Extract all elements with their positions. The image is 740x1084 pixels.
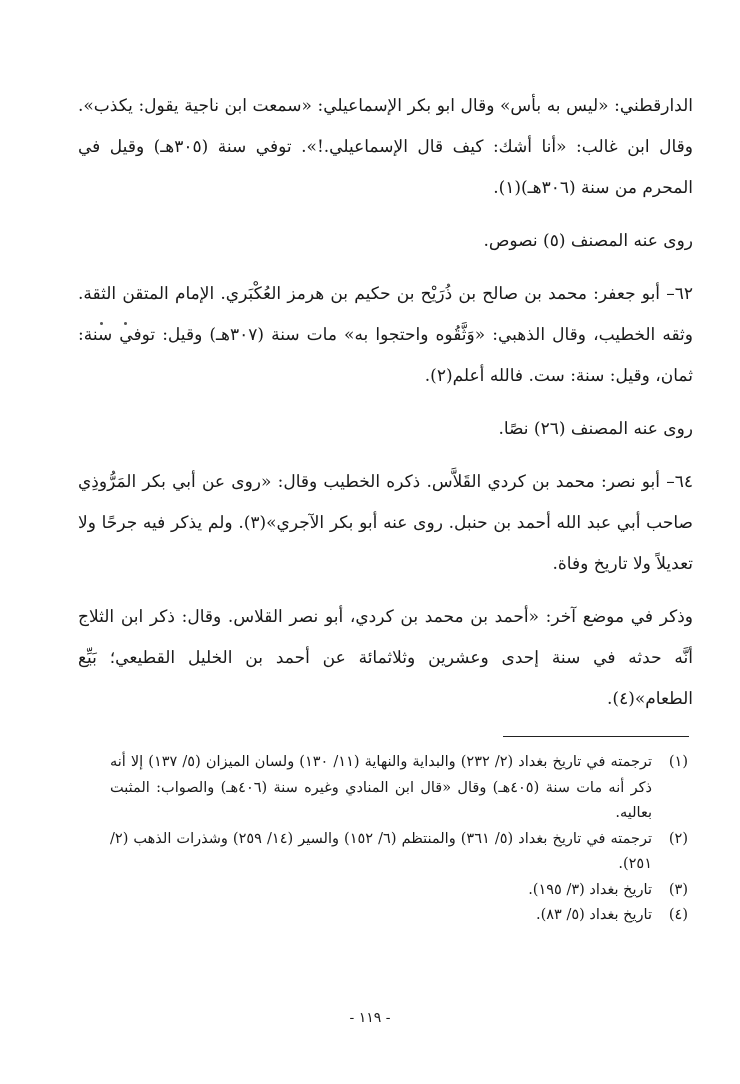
paragraph-narrations-count-2: روى عنه المصنف (٢٦) نصًا. (498, 419, 693, 439)
scan-speck (124, 322, 127, 325)
paragraph-entry-64: ٦٤– أبو نصر: محمد بن كردي القَلاَّس. ذكره الخطيب وقال: «روى عن أبي بكر المَرُّوذِي صاحب أبي عبد الله أحمد بن حنبل. روى عنه أبو بكر الآجري»(٣). ولم يذكر فيه جرحًا ولا تعديلاً ولا تاريخ وفاة. (78, 472, 693, 574)
footnote-text: ترجمته في تاريخ بغداد (٢/ ٢٣٢) والبداية والنهاية (١١/ ١٣٠) ولسان الميزان (٥/ ١٣٧) إلا أنه ذكر أنه مات سنة (٤٠٥هـ) وقال «قال ابن المنادي وغيره سنة (٤٠٦هـ) والصواب: المثبت بعاليه. (110, 754, 653, 821)
paragraph-narrations-count-1: روى عنه المصنف (٥) نصوص. (483, 231, 693, 251)
footnote-separator (503, 736, 689, 737)
main-text (78, 86, 693, 720)
footnote-number: (٣) (668, 881, 688, 898)
footnote-text: ترجمته في تاريخ بغداد (٥/ ٣٦١) والمنتظم (٦/ ١٥٢) والسير (١٤/ ٢٥٩) وشذرات الذهب (٢/ ٢٥١). (110, 830, 652, 872)
footnote (110, 878, 688, 904)
footnote (110, 903, 688, 929)
footnotes (110, 750, 688, 929)
footnote-number: (١) (668, 754, 688, 770)
paragraph-other-place: وذكر في موضع آخر: «أحمد بن محمد بن كردي، أبو نصر القلاس. وقال: ذكر ابن الثلاج أنَّه حدثه في سنة إحدى وعشرين وثلاثمائة عن أحمد بن الخليل القطيعي؛ بَيِّع الطعام»(٤). (78, 607, 693, 709)
page-number: - ١١٩ - (349, 1010, 391, 1026)
scan-speck (100, 322, 103, 325)
footnote (110, 827, 688, 878)
footnote-number: (٤) (668, 907, 688, 923)
footnote-number: (٢) (668, 830, 688, 847)
footnote-text: تاريخ بغداد (٣/ ١٩٥). (528, 881, 652, 898)
paragraph-entry-62: ٦٢– أبو جعفر: محمد بن صالح بن ذُرَيْح بن حكيم بن هرمز العُكْبَري. الإمام المتقن الثقة. وثقه الخطيب، وقال الذهبي: «وَثَّقُوه واحتجوا به» مات سنة (٣٠٧هـ) وقيل: توفي سنة: ثمان، وقيل: سنة: ست. فالله أعلم(٢). (78, 284, 693, 386)
footnote (110, 750, 688, 827)
footnote-text: تاريخ بغداد (٥/ ٨٣). (535, 907, 652, 923)
paragraph-daraqutni: الدارقطني: «ليس به بأس» وقال ابو بكر الإسماعيلي: «سمعت ابن ناجية يقول: يكذب». وقال ابن غالب: «أنا أشك: كيف قال الإسماعيلي.!». توفي سنة (٣٠٥هـ) وقيل في المحرم من سنة (٣٠٦هـ)(١). (78, 96, 693, 198)
